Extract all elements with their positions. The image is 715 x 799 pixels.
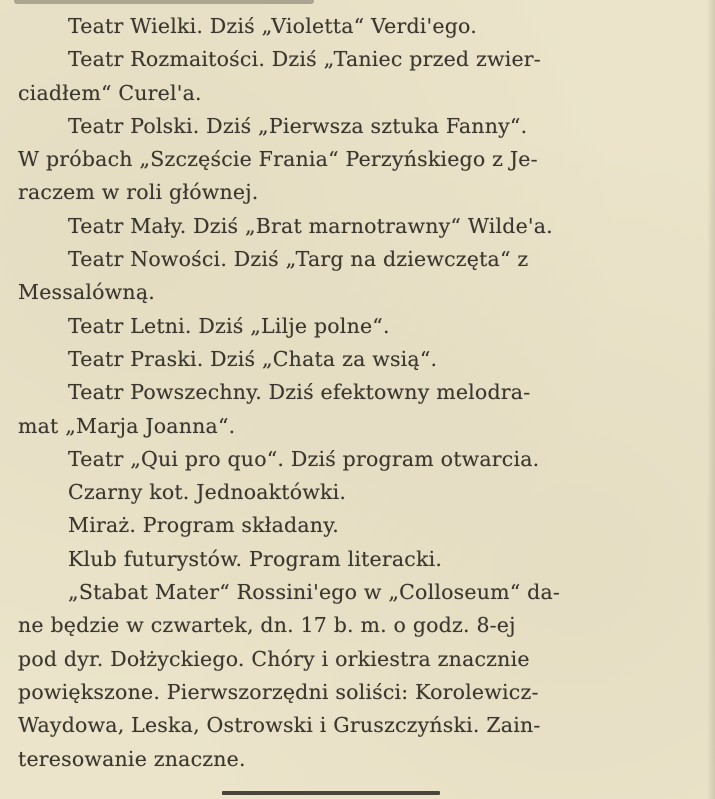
text-line: Czarny kot. Jednoaktówki. <box>68 480 347 505</box>
text-line: Teatr Polski. Dziś „Pierwsza sztuka Fanny“. <box>68 113 528 138</box>
text-line: ne będzie w czwartek, dn. 17 b. m. o godz. 8-ej <box>18 613 516 638</box>
theatre-listings-column <box>18 10 658 776</box>
text-line: raczem w roli głównej. <box>18 180 259 205</box>
text-line: Messalówną. <box>18 280 155 305</box>
page-edge-shadow <box>707 0 715 799</box>
text-line: pod dyr. Dołżyckiego. Chóry i orkiestra znacznie <box>18 646 530 671</box>
text-line: Teatr Nowości. Dziś „Targ na dziewczęta“ z <box>68 247 529 272</box>
text-line: Teatr Letni. Dziś „Lilje polne“. <box>68 313 390 338</box>
text-line: powiększone. Pierwszorzędni soliści: Korolewicz- <box>18 679 539 704</box>
text-line: Waydowa, Leska, Ostrowski i Gruszczyński. Zain- <box>18 713 541 738</box>
text-line: Teatr Praski. Dziś „Chata za wsią“. <box>68 346 438 371</box>
text-line: W próbach „Szczęście Frania“ Perzyńskiego z Je- <box>18 147 538 172</box>
text-line: „Stabat Mater“ Rossini'ego w „Colloseum“ da- <box>68 580 561 605</box>
text-line: Teatr Wielki. Dziś „Violetta“ Verdi'ego. <box>68 14 477 38</box>
text-line: ciadłem“ Curel'a. <box>18 80 202 105</box>
text-line: Miraż. Program składany. <box>68 513 339 538</box>
text-line: Klub futurystów. Program literacki. <box>68 546 443 571</box>
top-ink-smudge <box>14 0 314 4</box>
text-line: Teatr Rozmaitości. Dziś „Taniec przed zwier- <box>68 47 541 72</box>
text-line: mat „Marja Joanna“. <box>18 413 236 438</box>
text-line: Teatr Powszechny. Dziś efektowny melodra- <box>68 380 531 405</box>
text-line: Teatr „Qui pro quo“. Dziś program otwarcia. <box>68 446 540 471</box>
text-line: Teatr Mały. Dziś „Brat marnotrawny“ Wilde'a. <box>68 213 553 238</box>
text-line: teresowanie znaczne. <box>18 746 246 771</box>
section-divider-rule <box>222 791 440 795</box>
